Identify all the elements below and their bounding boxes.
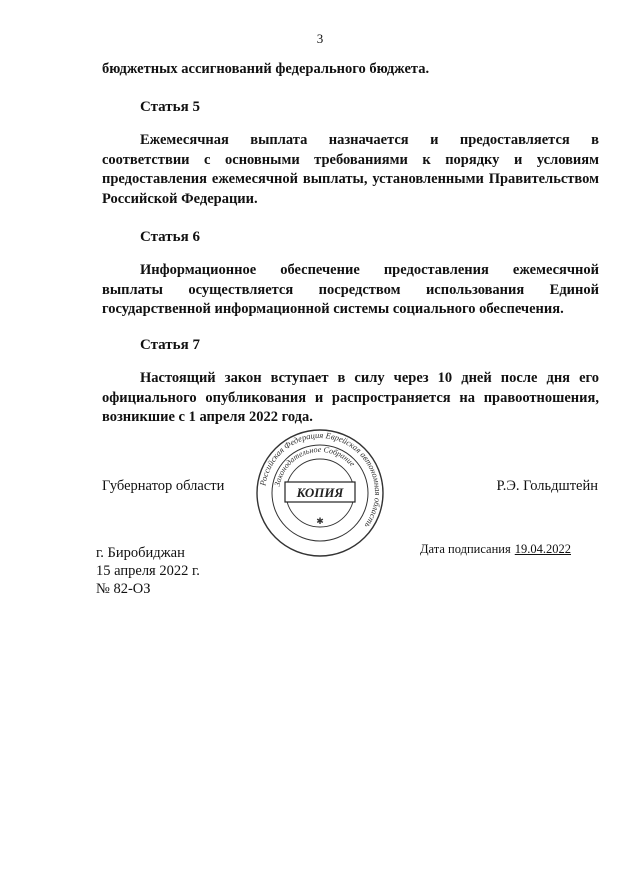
article-title: Статья 5 (140, 99, 200, 115)
seal-copy-stamp: КОПИЯ (296, 485, 344, 500)
city: г. Биробиджан (96, 545, 185, 561)
signing-date-value: 19.04.2022 (514, 542, 571, 556)
signatory-position: Губернатор области (102, 478, 225, 494)
signing-date (420, 542, 571, 557)
page-number: 3 (316, 31, 324, 46)
article-title: Статья 6 (140, 229, 200, 245)
seal-star-icon: ✱ (316, 516, 324, 526)
article-text: Ежемесячная выплата назначается и предоставляется в соответствии с основными требованиями к порядку и условиям предоставления ежемесячной выплаты, установленными Правительством Российской Федерации. (102, 132, 599, 207)
adoption-date: 15 апреля 2022 г. (96, 563, 200, 579)
seal-inner-text: Законодательное Собрание (272, 444, 357, 488)
law-number: № 82-ОЗ (96, 581, 151, 597)
article-6 (102, 229, 599, 320)
article-title: Статья 7 (140, 337, 200, 353)
article-7 (102, 337, 599, 428)
signatory-name: Р.Э. Гольдштейн (496, 478, 598, 494)
signing-date-label: Дата подписания (420, 542, 511, 556)
article-text: Настоящий закон вступает в силу через 10 дней после дня его официального опубликования и распространяется на правоотношения, возникшие с 1 апреля 2022 года. (102, 370, 599, 425)
place-and-date (96, 544, 200, 598)
continued-text: бюджетных ассигнований федерального бюджета. (102, 61, 430, 77)
seal-outer-text: Российская Федерация Еврейская автономная область (257, 429, 384, 531)
official-seal (255, 428, 385, 558)
article-5 (102, 99, 599, 209)
article-text: Информационное обеспечение предоставления ежемесячной выплаты осуществляется посредством использования Единой государственной информационной системы социального обеспечения. (102, 262, 599, 317)
